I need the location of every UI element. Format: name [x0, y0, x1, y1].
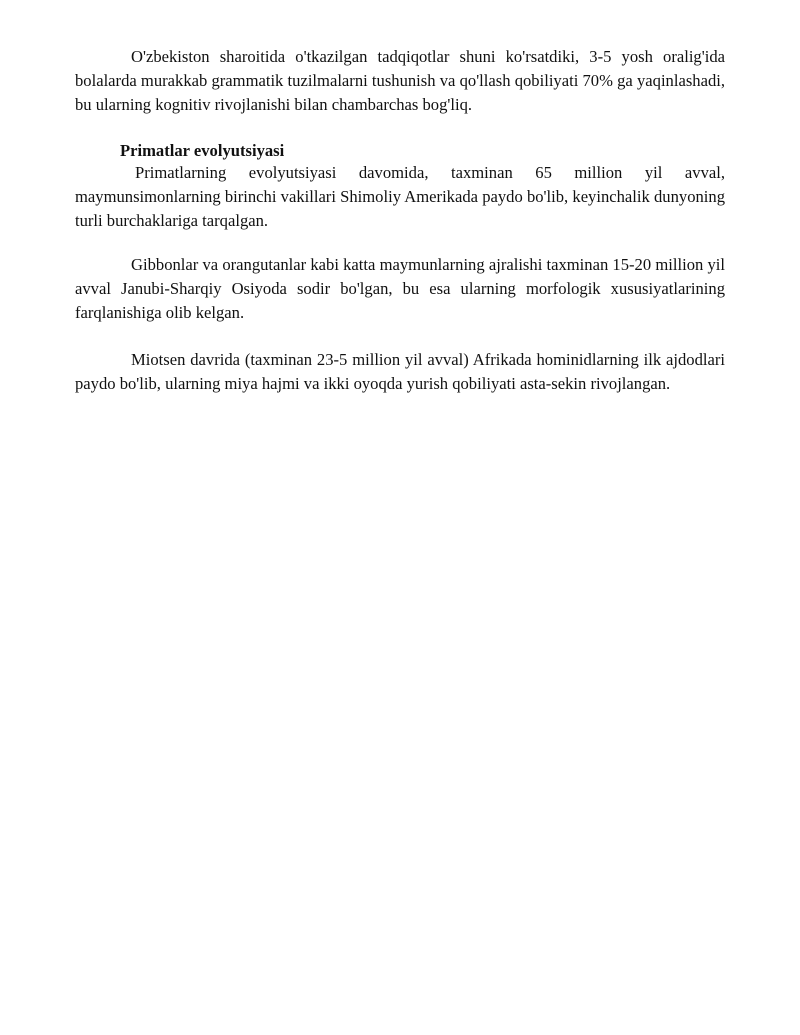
paragraph-ape-divergence: Gibbonlar va orangutanlar kabi katta maymunlarning ajralishi taxminan 15-20 million yil avval Janubi-Sharqiy Osiyoda sodir bo'lgan, bu esa ularning morfologik xususiyatlarining farqlanishiga olib kelgan. [75, 255, 725, 322]
document-body [75, 45, 725, 396]
paragraph-miocene-hominids: Miotsen davrida (taxminan 23-5 million yil avval) Afrikada hominidlarning ilk ajdodlari paydo bo'lib, ularning miya hajmi va ikki oyoqda yurish qobiliyati asta-sekin rivojlangan. [75, 350, 725, 393]
paragraph-primate-evolution: Primatlarning evolyutsiyasi davomida, taxminan 65 million yil avval, maymunsimonlarning birinchi vakillari Shimoliy Amerikada paydo bo'lib, keyinchalik dunyoning turli burchaklariga tarqalgan. [75, 163, 725, 230]
paragraph-research-findings: O'zbekiston sharoitida o'tkazilgan tadqiqotlar shuni ko'rsatdiki, 3-5 yosh oralig'ida bolalarda murakkab grammatik tuzilmalarni tushunish va qo'llash qobiliyati 70% ga yaqinlashadi, bu ularning kognitiv rivojlanishi bilan chambarchas bog'liq. [75, 47, 725, 114]
section-heading: Primatlar evolyutsiyasi [120, 141, 285, 160]
